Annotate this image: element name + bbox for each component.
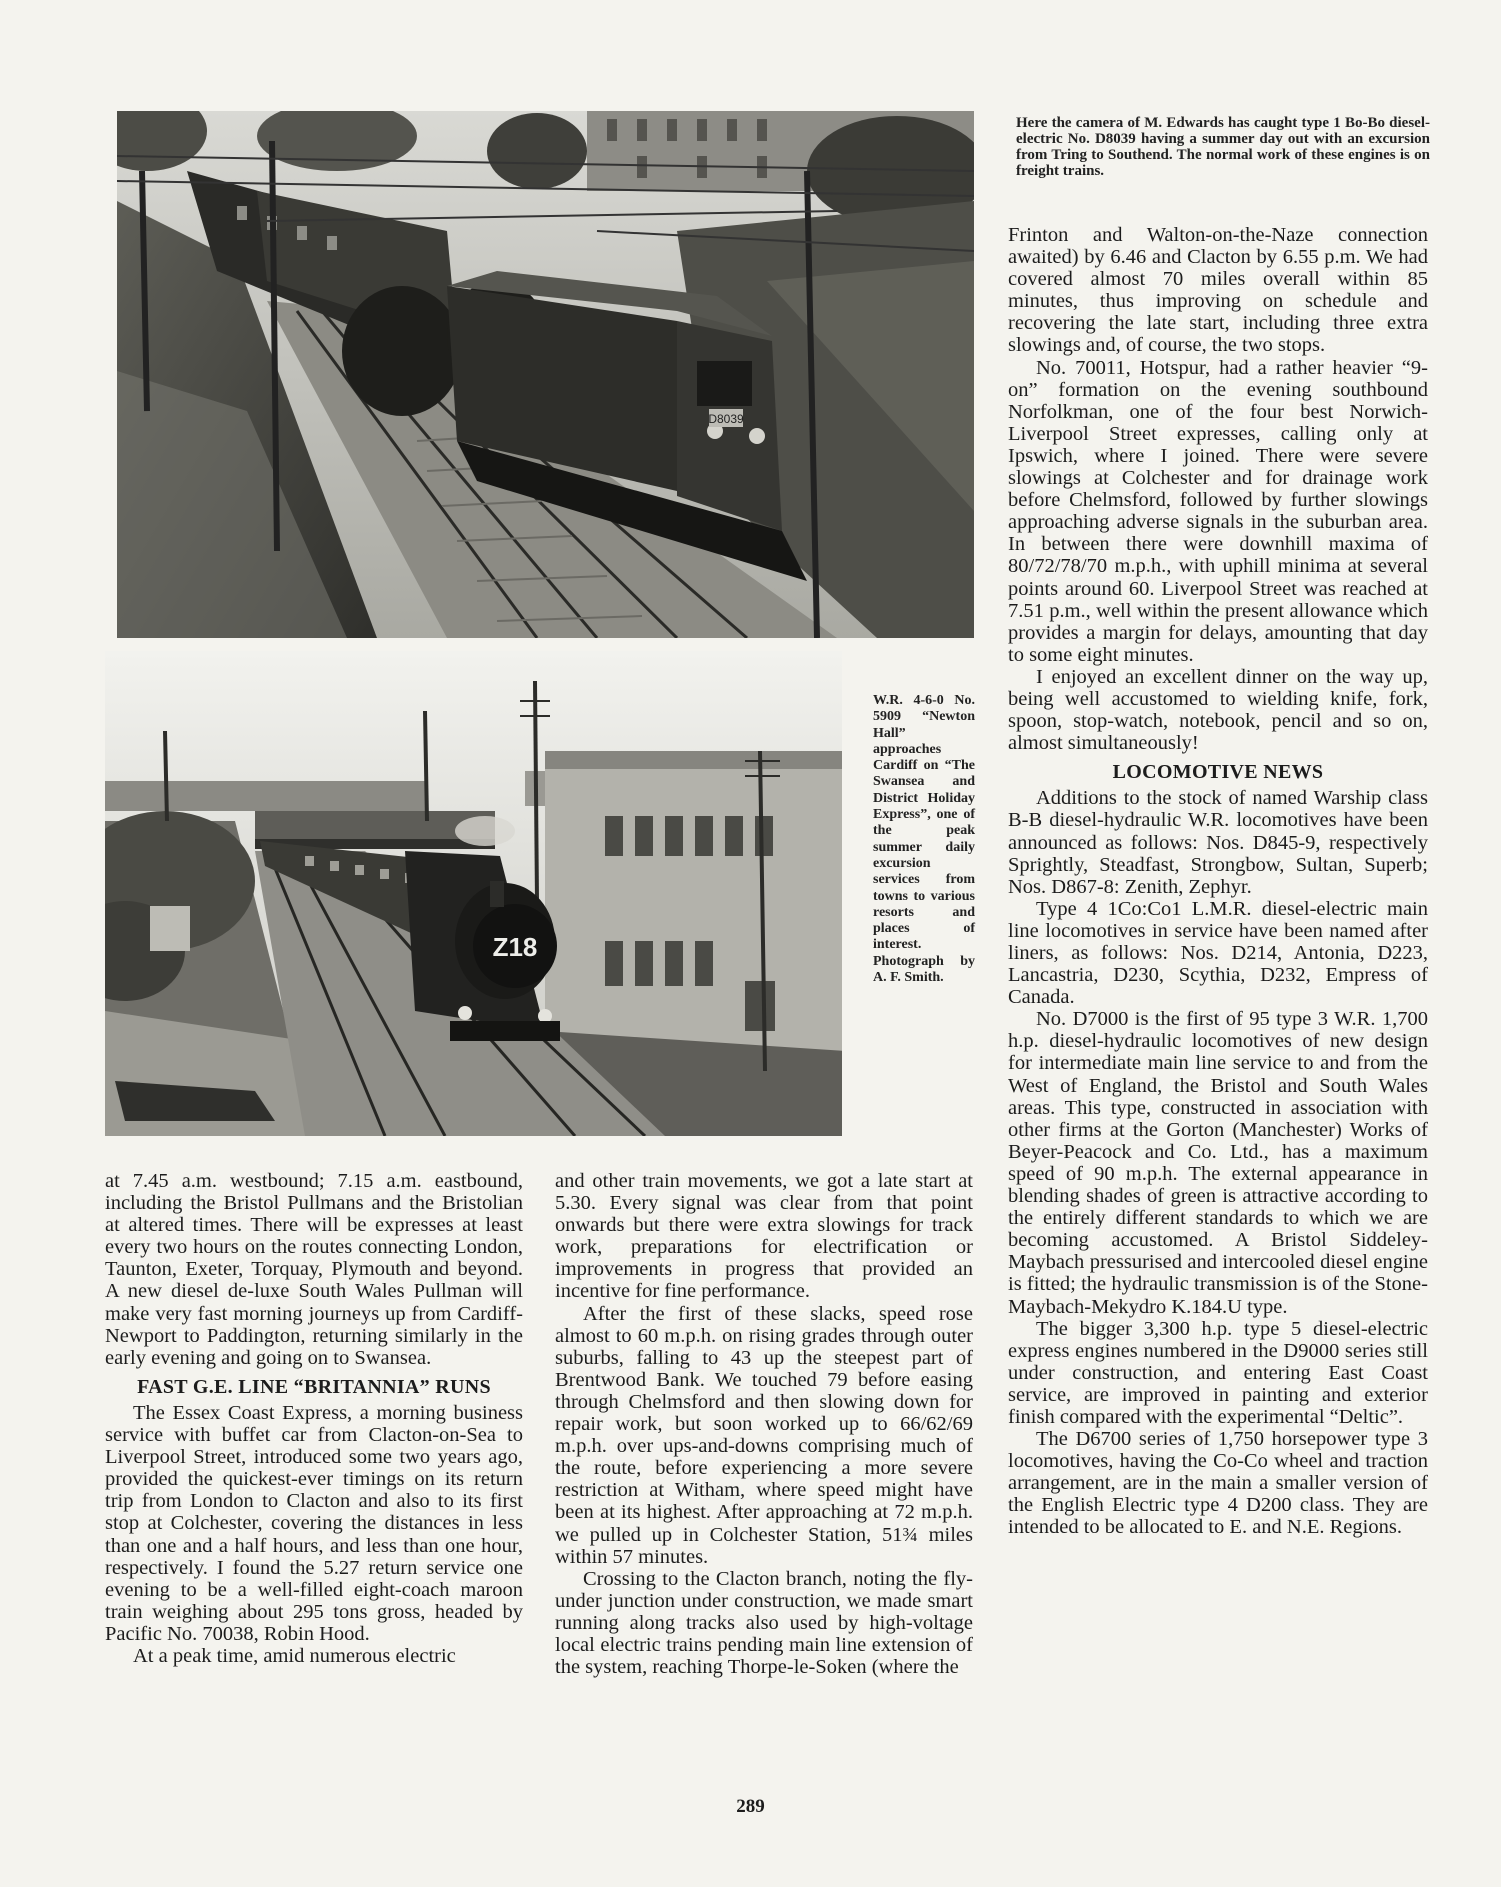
photo-newton-hall-steam-locomotive [105, 651, 842, 1136]
middle-photo-caption: W.R. 4-6-0 No. 5909 “Newton Hall” approaches Cardiff on “The Swansea and District Holiday Express”, one of the peak summer daily excursion services from towns to various resorts and places of interest. Photograph by A. F. Smith. [873, 693, 975, 986]
article-column-1 [105, 1170, 523, 1667]
col2-paragraph-3: Crossing to the Clacton branch, noting the fly-under junction under construction, we made smart running along tracks also used by high-voltage local electric trains pending main line extension of the system, reaching Thorpe-le-Soken (where the [555, 1567, 973, 1679]
col3-paragraph-1: Frinton and Walton-on-the-Naze connection awaited) by 6.46 and Clacton by 6.55 p.m. We had covered almost 70 miles overall within 85 minutes, thus improving on schedule and recovering the late start, including three extra slowings and, of course, the two stops. [1008, 224, 1428, 357]
col1-paragraph-3: At a peak time, amid numerous electric [133, 1644, 456, 1667]
article-column-2 [555, 1170, 973, 1678]
photo-steam-graphic [105, 651, 842, 1136]
col3-paragraph-7: The bigger 3,300 h.p. type 5 diesel-electric express engines numbered in the D9000 series still under construction, and entering East Coast service, are improved in painting and exterior finish compared with the experimental “Deltic”. [1008, 1317, 1428, 1428]
col2-paragraph-2: After the first of these slacks, speed rose almost to 60 m.p.h. on rising grades through outer suburbs, falling to 43 up the steepest part of Brentwood Bank. We touched 79 before easing through Chelmsford and then slowing down for repair work, but soon worked up to 66/62/69 m.p.h. over ups-and-downs comprising much of the route, before experiencing a more severe restriction at Witham, where speed might have been at its highest. After approaching at 72 m.p.h. we pulled up in Colchester Station, 51¾ miles within 57 minutes. [555, 1302, 973, 1568]
top-photo-caption: Here the camera of M. Edwards has caught type 1 Bo-Bo diesel-electric No. D8039 having a summer day out with an excursion from Tring to Southend. The normal work of these engines is on freight trains. [1016, 115, 1430, 179]
col3-paragraph-6: No. D7000 is the first of 95 type 3 W.R. 1,700 h.p. diesel-hydraulic locomotives of new design for intermediate main line service to and from the West of England, the Bristol and South Wales areas. This type, constructed in association with other firms at the Gorton (Manchester) Works of Beyer-Peacock and Co. Ltd., has a maximum speed of 90 m.p.h. The external appearance in blending shades of green is attractive according to the entirely different standards to which we are becoming accustomed. A Bristol Siddeley-Maybach pressurised and intercooled diesel engine is fitted; the hydraulic transmission is of the Stone-Maybach-Mekydro K.184.U type. [1008, 1008, 1428, 1318]
col3-paragraph-3: I enjoyed an excellent dinner on the way up, being well accustomed to wielding knife, fork, spoon, stop-watch, notebook, pencil and so on, almost simultaneously! [1008, 665, 1428, 755]
photo-diesel-graphic [117, 111, 974, 638]
col1-paragraph-1: at 7.45 a.m. westbound; 7.15 a.m. eastbound, including the Bristol Pullmans and the Bristolian at altered times. There will be expresses at least every two hours on the routes connecting London, Taunton, Exeter, Torquay, Plymouth and beyond. A new diesel de-luxe South Wales Pullman will make very fast morning journeys up from Cardiff-Newport to Paddington, returning similarly in the early evening and going on to Swansea. [105, 1170, 523, 1369]
page-number: 289 [736, 1796, 765, 1817]
col3-paragraph-4: Additions to the stock of named Warship class B-B diesel-hydraulic W.R. locomotives have been announced as follows: Nos. D845-9, respectively Sprightly, Steadfast, Strongbow, Sultan, Superb; Nos. D867-8: Zenith, Zephyr. [1008, 787, 1428, 898]
col3-paragraph-8: The D6700 series of 1,750 horsepower type 3 locomotives, having the Co-Co wheel and traction arrangement, are in the main a smaller version of the English Electric type 4 D200 class. They are intended to be allocated to E. and N.E. Regions. [1008, 1428, 1428, 1539]
section-heading-fast-ge-line: FAST G.E. LINE “BRITANNIA” RUNS [137, 1375, 491, 1398]
col2-paragraph-1: and other train movements, we got a late start at 5.30. Every signal was clear from that point onwards but there were extra slowings for track work, preparations for electrification or improvements in progress that provided an incentive for fine performance. [555, 1170, 973, 1303]
section-heading-locomotive-news: LOCOMOTIVE NEWS [1112, 761, 1324, 784]
col3-paragraph-5: Type 4 1Co:Co1 L.M.R. diesel-electric main line locomotives in service have been named after liners, as follows: Nos. D214, Antonia, D223, Lancastria, D230, Scythia, D232, Empress of Canada. [1008, 897, 1428, 1009]
col1-paragraph-2: The Essex Coast Express, a morning business service with buffet car from Clacton-on-Sea to Liverpool Street, introduced some two years ago, provided the quickest-ever timings on its return trip from London to Clacton and also to its first stop at Colchester, covering the distances in less than one and a half hours, and less than one hour, respectively. I found the 5.27 return service one evening to be a well-filled eight-coach maroon train weighing about 295 tons gross, headed by Pacific No. 70038, Robin Hood. [105, 1401, 523, 1645]
col3-paragraph-2: No. 70011, Hotspur, had a rather heavier “9-on” formation on the evening southbound Norfolkman, one of the four best Norwich-Liverpool Street expresses, calling only at Ipswich, where I joined. There were severe slowings at Colchester and for drainage work before Chelmsford, followed by further slowings approaching adverse signals in the suburban area. In between there were downhill maxima of 80/72/78/70 m.p.h., with uphill minima at several points around 60. Liverpool Street was reached at 7.51 p.m., well within the present allowance which provides a margin for delays, amounting that day to some eight minutes. [1008, 356, 1428, 666]
loco-number-plate: D8039 [708, 412, 744, 426]
loco-headcode: Z18 [492, 932, 538, 962]
article-column-3 [1008, 224, 1428, 1539]
photo-diesel-electric-excursion [117, 111, 974, 638]
